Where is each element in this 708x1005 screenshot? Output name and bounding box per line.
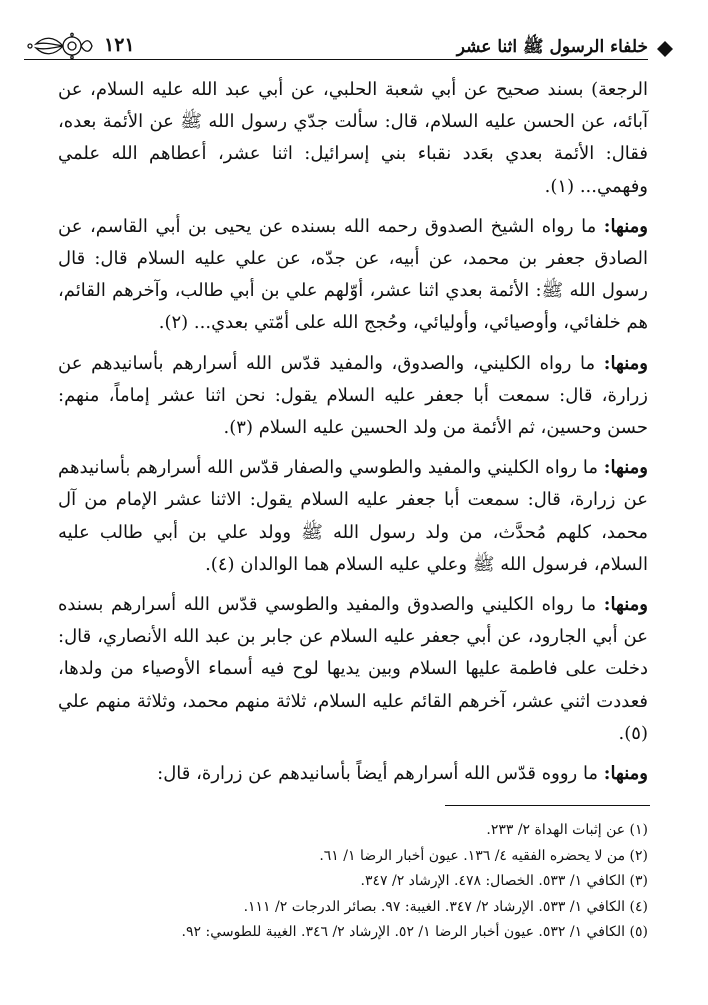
footnote-divider [445,805,650,806]
footnote: (٢) من لا يحضره الفقيه ٤/ ١٣٦. عيون أخبار الرضا ١/ ٦١. [319,847,648,864]
header-rule [24,59,648,60]
paragraph [58,758,648,790]
paragraph [58,589,648,750]
paragraph-text: ما رواه الكليني، والصدوق، والمفيد قدّس الله أسرارهم بأسانيدهم عن زرارة، قال: سمعت أبا جعفر عليه السلام يقول: نحن اثنا عشر إماماً، منهم: حسن وحسين، ثم الأئمة من ولد الحسين عليه السلام (٣). [58,352,648,439]
paragraph-text: ما رواه الكليني والمفيد والطوسي والصفار قدّس الله أسرارهم بأسانيدهم عن زرارة، قال: سمعت أبا جعفر عليه السلام يقول: الاثنا عشر الإمام من آل محمد، كلهم مُحدَّث، من ولد رسول الله ﷺ وولد علي بن أبي طالب عليه السلام، فرسول الله ﷺ وعلي عليه السلام هما الوالدان (٤). [58,457,648,575]
page-header [24,30,648,70]
footnote: (٣) الكافي ١/ ٥٣٣. الخصال: ٤٧٨. الإرشاد ٢/ ٣٤٧. [360,873,648,889]
main-text [58,74,648,798]
paragraph [58,211,648,340]
footnote: (٥) الكافي ١/ ٥٣٢. عيون أخبار الرضا ١/ ٥٢. الإرشاد ٢/ ٣٤٦. الغيبة للطوسي: ٩٢. [181,924,648,940]
paragraph-text: ما رووه قدّس الله أسرارهم أيضاً بأسانيدهم عن زرارة، قال: [157,763,604,785]
diamond-bullet-icon [656,40,674,58]
paragraph-lead: ومنها: [603,457,648,479]
footnotes [58,818,648,946]
paragraph [58,74,648,203]
paragraph-text: ما رواه الكليني والصدوق والمفيد والطوسي قدّس الله أسرارهم بسنده عن أبي الجارود، عن أبي جعفر عليه السلام عن جابر بن عبد الله الأنصاري، قال: دخلت على فاطمة عليها السلام وبين يديها لوح فيه أسماء الأوصياء من ولدها، فعددت اثني عشر، آخرهم القائم عليه السلام، ثلاثة منهم محمد، وثلاثة منهم علي (٥). [58,594,648,744]
paragraph-lead: ومنها: [603,352,648,374]
running-header-title: خلفاء الرسول ﷺ اثنا عشر [456,37,648,57]
paragraph [58,452,648,581]
footnote: (١) عن إثبات الهداة ٢/ ٢٣٣. [486,822,648,838]
paragraph-lead: ومنها: [603,215,648,237]
footnote: (٤) الكافي ١/ ٥٣٣. الإرشاد ٢/ ٣٤٧. الغيبة: ٩٧. بصائر الدرجات ٢/ ١١١. [243,898,648,915]
page-number: ١٢١ [104,34,135,56]
paragraph-text: ما رواه الشيخ الصدوق رحمه الله بسنده عن يحيى بن أبي القاسم، عن الصادق جعفر بن محمد، عن أبيه، عن جدّه، عن علي عليه السلام قال: قال رسول الله ﷺ: الأئمة بعدي اثنا عشر، أوّلهم علي بن أبي طالب، وآخرهم القائم، هم خلفائي، وأوصيائي، وأوليائي، وحُجج الله على أمّتي بعدي... (٢). [58,215,648,334]
paragraph-text: الرجعة) بسند صحيح عن أبي شعبة الحلبي، عن أبي عبد الله عليه السلام، عن آبائه، عن الحسن عليه السلام، قال: سألت جدّي رسول الله ﷺ عن الأئمة بعده، فقال: الأئمة بعدي بعَدد نقباء بني إسرائيل: اثنا عشر، أعطاهم الله علمي وفهمي... (١). [58,79,648,197]
paragraph-lead: ومنها: [603,594,648,616]
paragraph [58,348,648,445]
paragraph-lead: ومنها: [603,763,648,785]
